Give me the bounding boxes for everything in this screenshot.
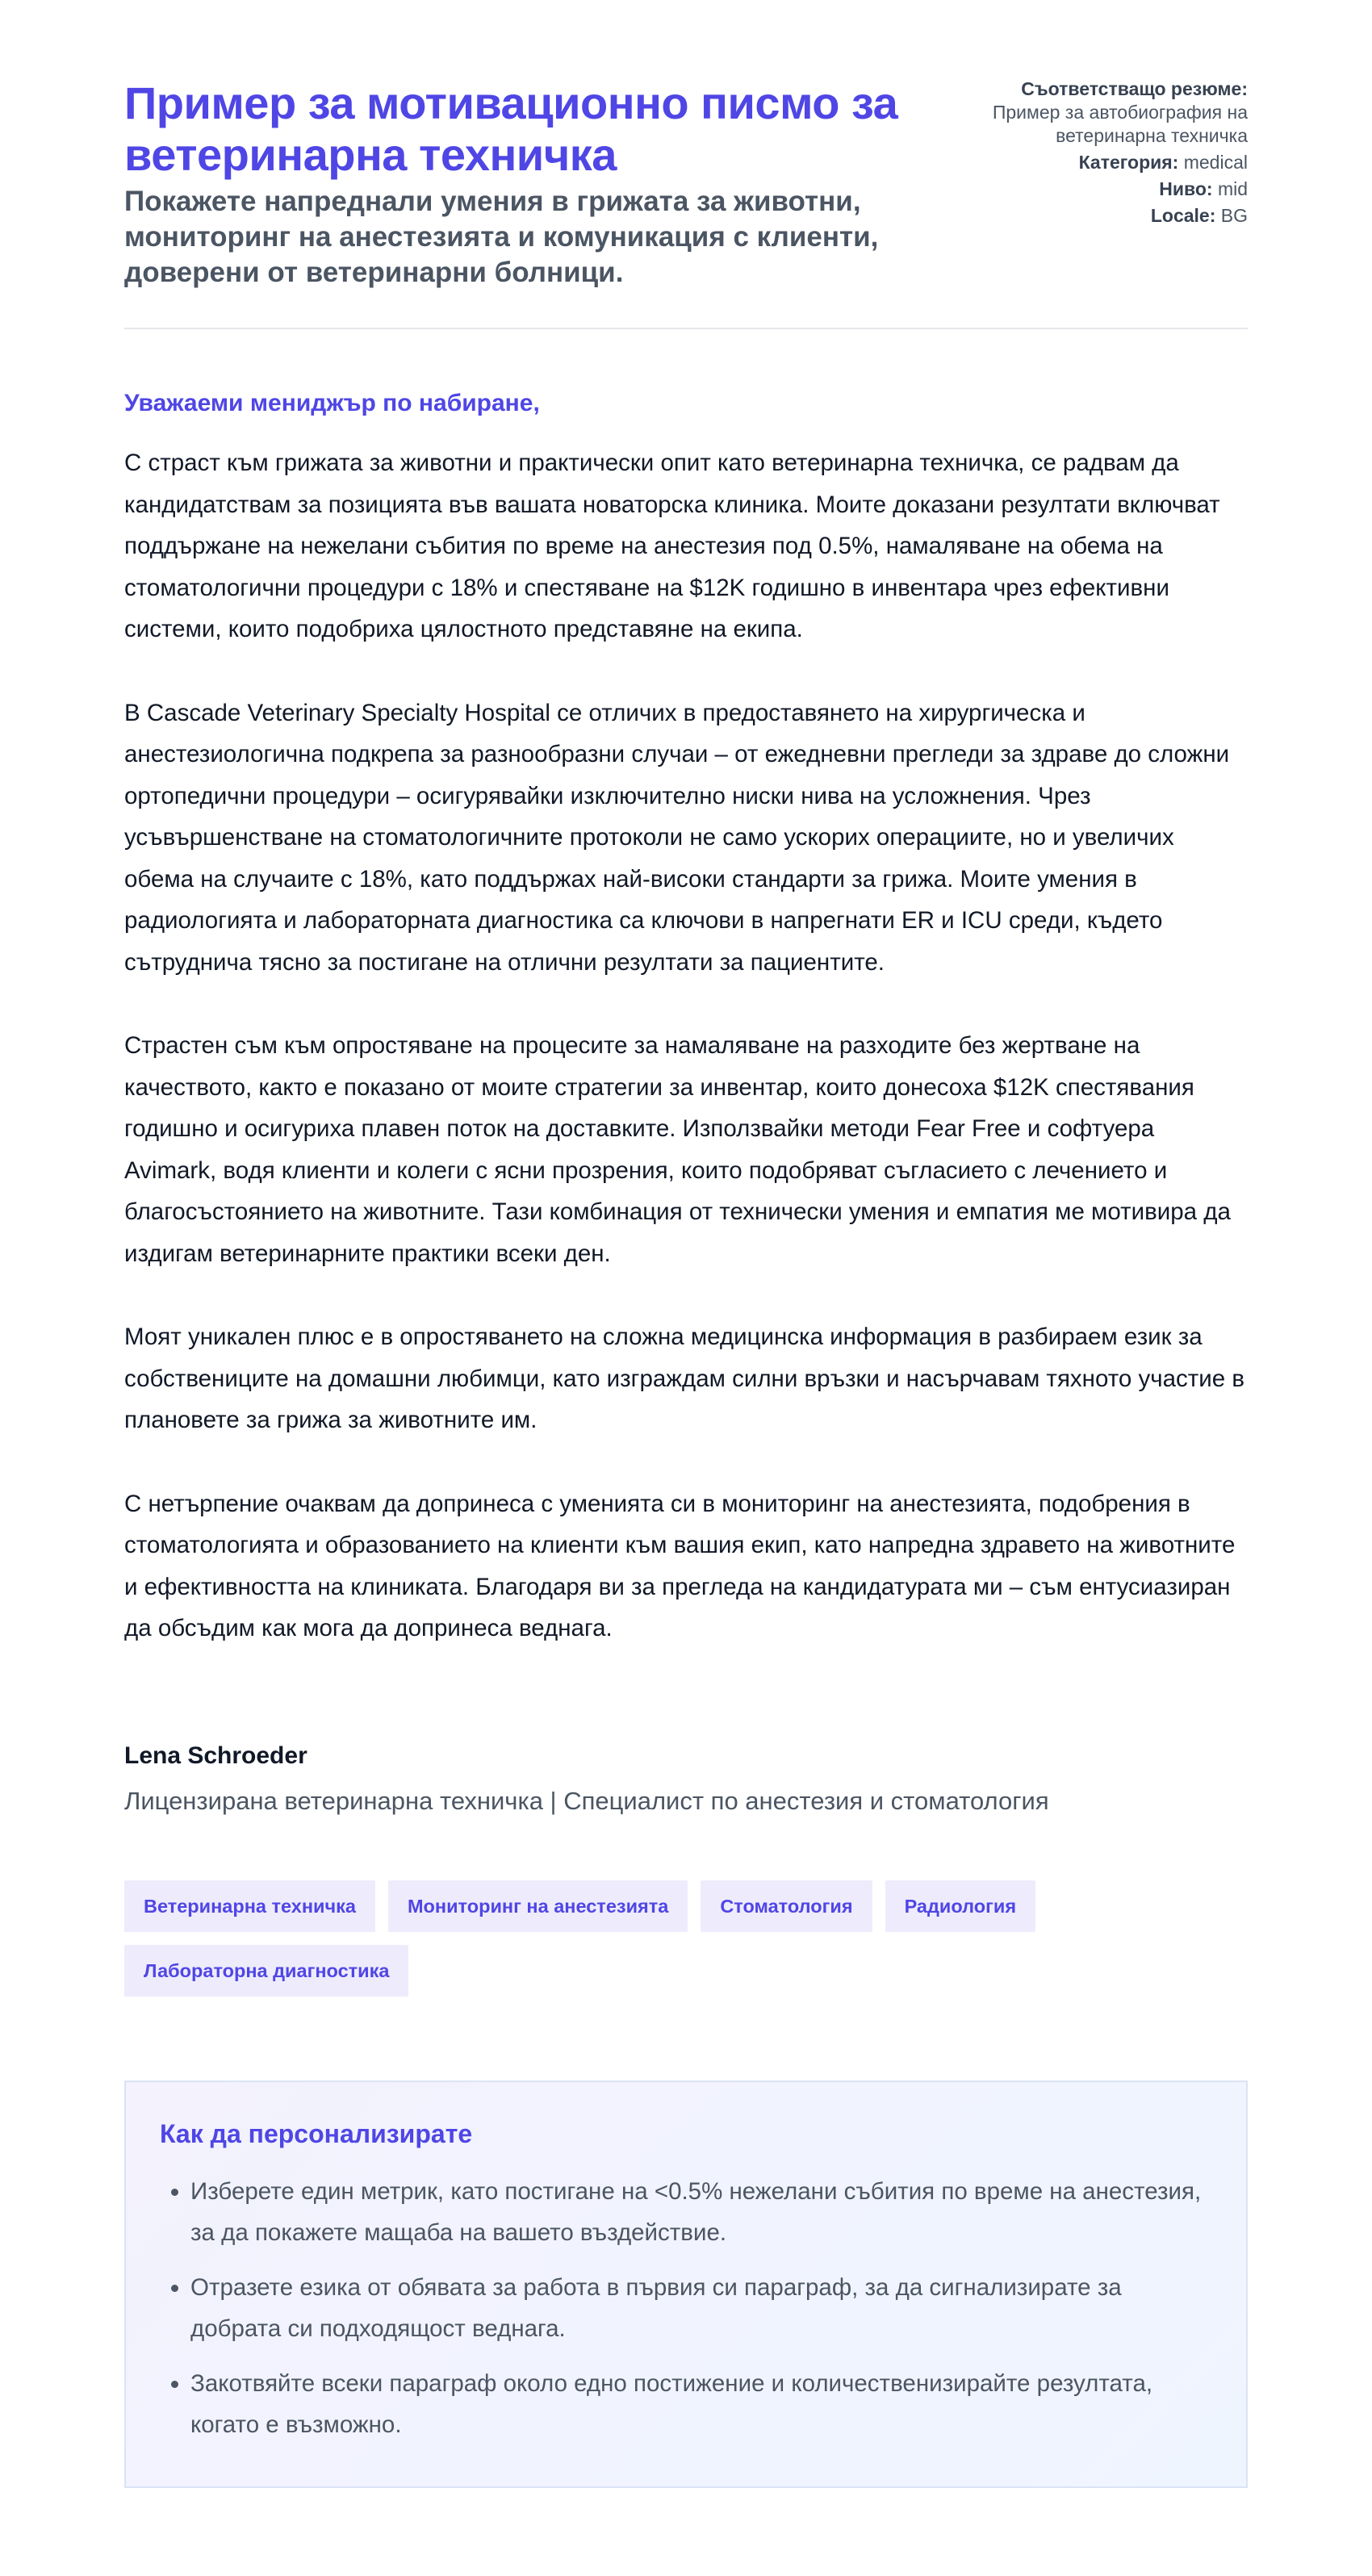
letter-paragraph-2: В Cascade Veterinary Specialty Hospital се отличих в предоставянето на хирургическа и анестезиологична подкрепа за разнообразни случаи – от ежедневни прегледи за здраве до сложни ортопедични процедури – осигурявайки изключително ниски нива на усложнения. Чрез усъвършенстване на стоматологичните протоколи не само ускорих операциите, но и увеличих обема на случаите с 18%, като поддържах най-високи стандарти за грижа. Моите умения в радиологията и лабораторната диагностика са ключови в напрегнати ER и ICU среди, където сътруднича тясно за постигане на отлични резултати за пациентите.	[124, 699, 1230, 976]
meta-level	[957, 178, 1248, 201]
skill-tag: Радиология	[885, 1880, 1036, 1932]
letter-body	[124, 387, 1248, 1650]
page-title: Пример за мотивационно писмо за ветеринарна техничка	[124, 77, 898, 180]
tips-list	[160, 2171, 1212, 2446]
tips-item: • Изберете един метрик, като постигане на <0.5% нежелани събития по време на анестезия, за да покажете мащаба на вашето въздействие.	[190, 2171, 1212, 2254]
skill-tag: Лабораторна диагностика	[124, 1945, 408, 1997]
meta-resume	[957, 77, 1248, 148]
skill-tag: Ветеринарна техничка	[124, 1880, 375, 1932]
meta-category-label: Категория:	[1078, 152, 1179, 173]
page-header	[124, 77, 1248, 329]
skill-tag: Мониторинг на анестезията	[388, 1880, 688, 1932]
signature	[124, 1740, 1248, 1817]
letter-paragraph-4: Моят уникален плюс е в опростяването на сложна медицинска информация в разбираем език за собствениците на домашни любимци, като изграждам силни връзки и насърчавам тяхното участие в плановете за грижа за животните им.	[124, 1324, 1245, 1433]
meta-level-label: Ниво:	[1159, 178, 1213, 199]
tips-item: • Закотвяйте всеки параграф около едно постижение и количественизирайте резултата, когато е възможно.	[190, 2363, 1212, 2446]
meta-resume-label: Съответстващо резюме:	[1021, 78, 1248, 99]
letter-paragraph-1: С страст към грижата за животни и практически опит като ветеринарна техничка, се радвам да кандидатствам за позицията във вашата новаторска клиника. Моите доказани резултати включват поддържане на нежелани събития по време на анестезия под 0.5%, намаляване на обема на стоматологични процедури с 18% и спестяване на $12K годишно в инвентара чрез ефективни системи, които подобриха цялостното представяне на екипа.	[124, 450, 1220, 642]
personalization-tips	[124, 2080, 1248, 2488]
letter-paragraph-5: С нетърпение очаквам да допринеса с уменията си в мониторинг на анестезията, подобрения в стоматологията и образованието на клиенти към вашия екип, като напредна здравето на животните и ефективността на клиниката. Благодаря ви за прегледа на кандидатурата ми – съм ентусиазиран да обсъдим как мога да допринеса веднага.	[124, 1490, 1236, 1641]
meta-category-value: medical	[1183, 152, 1248, 173]
tips-title: Как да персонализирате	[160, 2118, 473, 2148]
tips-item: • Отразете езика от обявата за работа в първия си параграф, за да сигнализирате за добрата си подходящост веднага.	[190, 2267, 1212, 2350]
skill-tag: Стоматология	[701, 1880, 872, 1932]
meta-locale-label: Locale:	[1150, 205, 1216, 226]
page-subtitle: Покажете напреднали умения в грижата за животни, мониторинг на анестезията и комуникация с клиенти, доверени от ветеринарни болници.	[124, 186, 879, 288]
meta-panel	[957, 77, 1248, 231]
meta-resume-link[interactable]: Пример за автобиография на ветеринарна техничка	[992, 102, 1248, 146]
signature-name: Lena Schroeder	[124, 1742, 307, 1769]
meta-category	[957, 151, 1248, 174]
signature-title: Лицензирана ветеринарна техничка | Специалист по анестезия и стоматология	[124, 1786, 1049, 1815]
meta-locale	[957, 204, 1248, 228]
meta-level-value: mid	[1217, 178, 1248, 199]
header-titles	[124, 77, 939, 291]
letter-paragraph-3: Страстен съм към опростяване на процесите за намаляване на разходите без жертване на качеството, както е показано от моите стратегии за инвентар, които донесоха $12K спестявания годишно и осигуриха плавен поток на доставките. Използвайки методи Fear Free и софтуера Avimark, водя клиенти и колеги с ясни прозрения, които подобряват съгласието с лечението и благосъстоянието на животните. Тази комбинация от технически умения и емпатия ме мотивира да издигам ветеринарните практики всеки ден.	[124, 1032, 1231, 1267]
salutation: Уважаеми мениджър по набиране,	[124, 390, 540, 416]
meta-locale-value: BG	[1220, 205, 1248, 226]
skill-tags	[124, 1880, 1248, 1997]
